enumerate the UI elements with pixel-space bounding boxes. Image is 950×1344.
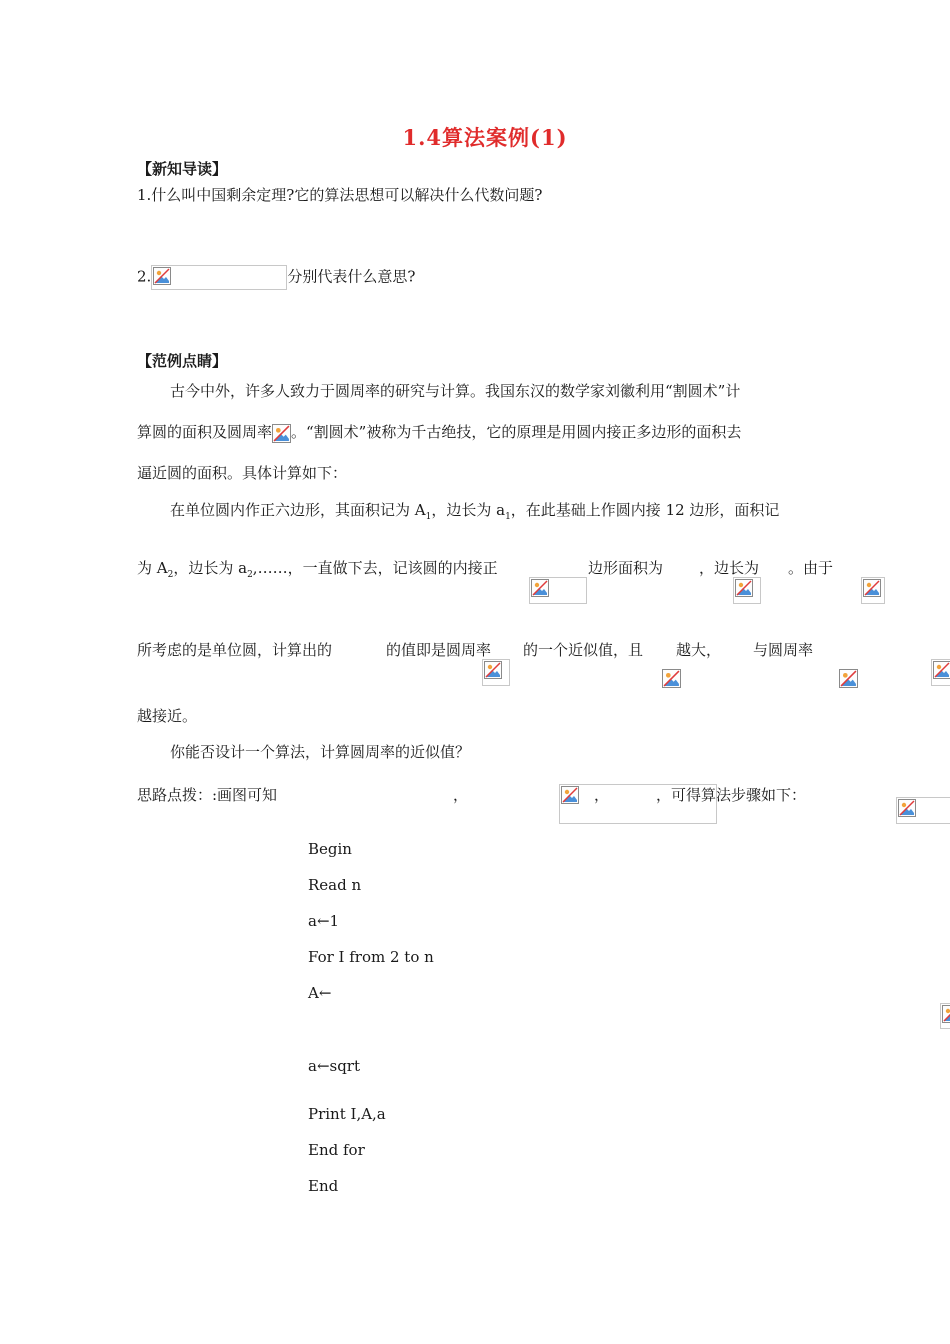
code-line-print: Print I,A,a — [308, 1105, 386, 1123]
text-span: 算圆的面积及圆周率 — [137, 423, 273, 441]
code-line-end-for: End for — [308, 1141, 365, 1159]
section-heading-example: 【范例点睛】 — [137, 352, 228, 370]
broken-image-icon — [898, 799, 916, 817]
paragraph-1-line-2 — [137, 421, 741, 443]
subscript: 2 — [247, 570, 253, 580]
broken-image-icon — [942, 1005, 950, 1023]
question-1: 1.什么叫中国剩余定理?它的算法思想可以解决什么代数问题? — [137, 186, 543, 204]
broken-image-icon — [484, 661, 502, 679]
code-line-read: Read n — [308, 876, 362, 894]
code-line-assign-a: a←1 — [308, 912, 340, 930]
code-line-begin: Begin — [308, 840, 352, 858]
paragraph-1-line-3: 逼近圆的面积。具体计算如下： — [137, 464, 348, 482]
section-heading-new-knowledge: 【新知导读】 — [137, 160, 228, 178]
broken-image-icon — [531, 579, 549, 597]
pi-formula-image-icon — [662, 669, 681, 688]
text-because: 。由于 — [788, 559, 834, 577]
text-side-length: ，边长为 — [699, 559, 760, 577]
page-title: 1.4算法案例(1) — [402, 125, 568, 150]
code-line-sqrt: a←sqrt — [308, 1057, 361, 1075]
broken-image-icon — [735, 579, 753, 597]
question-2-number: 2. — [137, 267, 152, 286]
text-span: 为 A — [137, 559, 168, 577]
paragraph-2-line-1 — [170, 499, 779, 528]
formula-image — [861, 577, 885, 604]
text-approximation: 的一个近似值，且 — [523, 641, 644, 659]
broken-image-icon — [863, 579, 881, 597]
hint-comma: ， — [594, 786, 610, 804]
paragraph-2-line-4: 越接近。 — [137, 707, 198, 725]
text-polygon-area: 边形面积为 — [588, 559, 664, 577]
code-line-end: End — [308, 1177, 339, 1195]
question-2 — [137, 265, 415, 290]
n-formula-image-icon — [839, 669, 858, 688]
paragraph-3: 你能否设计一个算法，计算圆周率的近似值？ — [170, 743, 471, 761]
text-span: 。“割圆术”被称为千古绝技，它的原理是用圆内接正多边形的面积去 — [291, 423, 742, 441]
text-span: ，边长为 a — [431, 501, 506, 519]
paragraph-2-line-2-text-a — [137, 557, 498, 586]
broken-image-icon — [933, 661, 950, 679]
subscript: 2 — [167, 570, 174, 580]
hint-comma: ， — [453, 786, 469, 804]
text-span: ，在此基础上作圆内接 12 边形，面积记 — [510, 501, 780, 519]
subscript: 1 — [505, 512, 511, 522]
pi-formula-image-icon — [272, 424, 291, 443]
hint-label: 思路点拨：:画图可知 — [137, 786, 278, 804]
code-line-assign-A: A← — [308, 984, 332, 1002]
text-value-is-pi: 的值即是圆周率 — [386, 641, 492, 659]
formula-image — [931, 659, 950, 686]
question-2-text: 分别代表什么意思? — [287, 267, 416, 286]
broken-image-icon — [153, 267, 171, 285]
text-with-pi: 与圆周率 — [753, 641, 814, 659]
code-line-for: For I from 2 to n — [308, 948, 434, 966]
formula-image — [733, 577, 761, 604]
paragraph-1-line-1: 古今中外，许多人致力于圆周率的研究与计算。我国东汉的数学家刘徽利用“割圆术”计 — [170, 382, 741, 400]
subscript: 1 — [425, 512, 432, 522]
hint-conclusion: ，可得算法步骤如下： — [656, 786, 807, 804]
text-span: 在单位圆内作正六边形，其面积记为 A — [170, 501, 426, 519]
broken-image-icon — [561, 786, 579, 804]
formula-image — [529, 577, 587, 604]
formula-image — [151, 265, 287, 290]
formula-image — [940, 1003, 950, 1029]
text-span: ，边长为 a — [173, 559, 248, 577]
paragraph-2-line-3-text-a: 所考虑的是单位圆，计算出的 — [137, 641, 333, 659]
formula-image — [482, 659, 510, 686]
formula-image — [896, 797, 950, 824]
text-larger: 越大， — [676, 641, 722, 659]
text-span: ,……，一直做下去，记该圆的内接正 — [252, 559, 498, 577]
